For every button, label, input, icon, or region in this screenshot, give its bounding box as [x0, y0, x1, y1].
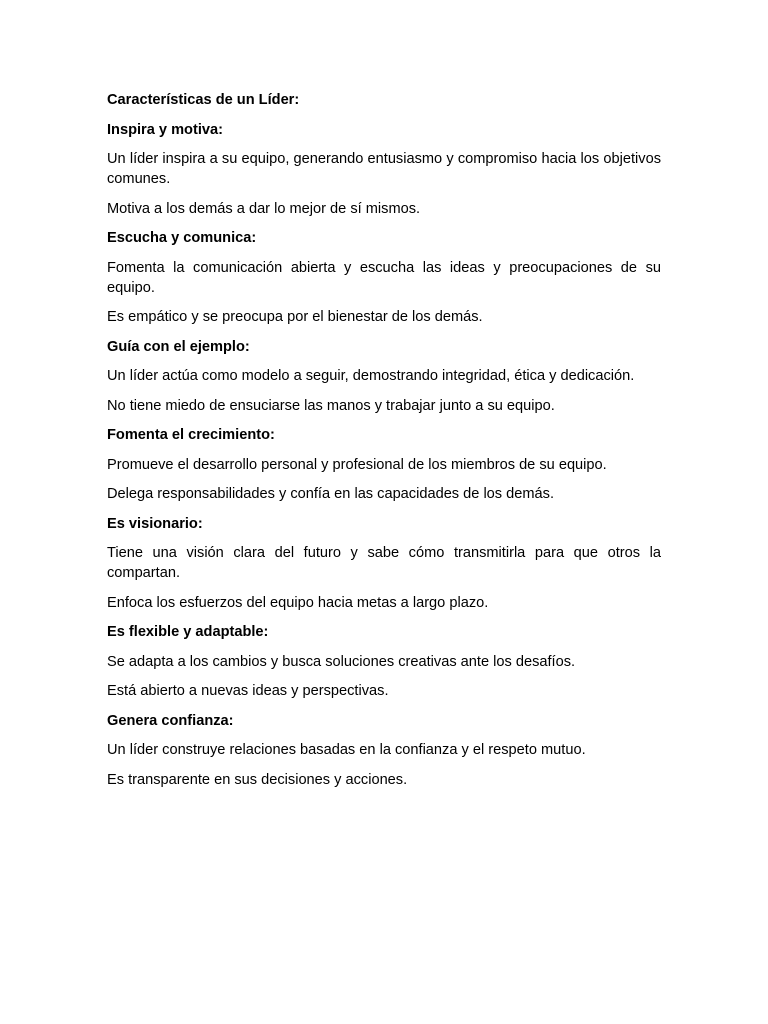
paragraph: Motiva a los demás a dar lo mejor de sí mismos. — [107, 200, 421, 217]
section-flexible — [107, 622, 661, 701]
paragraph: Enfoca los esfuerzos del equipo hacia metas a largo plazo. — [107, 594, 489, 611]
paragraph: Es empático y se preocupa por el bienestar de los demás. — [107, 309, 483, 325]
section-visionario — [107, 514, 661, 613]
section-inspira — [107, 120, 661, 219]
section-guia — [107, 337, 661, 416]
document-page — [107, 90, 661, 799]
section-heading: Fomenta el crecimiento: — [107, 427, 275, 443]
paragraph: Delega responsabilidades y confía en las capacidades de los demás. — [107, 486, 555, 502]
paragraph: No tiene miedo de ensuciarse las manos y trabajar junto a su equipo. — [107, 397, 555, 414]
section-heading: Guía con el ejemplo: — [107, 338, 250, 355]
paragraph: Un líder actúa como modelo a seguir, demostrando integridad, ética y dedicación. — [107, 368, 635, 384]
paragraph: Promueve el desarrollo personal y profesional de los miembros de su equipo. — [107, 456, 607, 473]
section-heading: Escucha y comunica: — [107, 230, 257, 246]
section-escucha — [107, 228, 661, 327]
section-heading: Es visionario: — [107, 515, 203, 532]
section-confianza — [107, 711, 661, 790]
section-crecimiento — [107, 425, 661, 504]
paragraph: Un líder inspira a su equipo, generando entusiasmo y compromiso hacia los objetivos comunes. — [107, 151, 661, 187]
document-title: Características de un Líder: — [107, 92, 300, 108]
section-heading: Genera confianza: — [107, 712, 234, 729]
section-heading: Es flexible y adaptable: — [107, 624, 269, 640]
paragraph: Un líder construye relaciones basadas en la confianza y el respeto mutuo. — [107, 742, 586, 758]
section-heading: Inspira y motiva: — [107, 121, 223, 138]
paragraph: Tiene una visión clara del futuro y sabe cómo transmitirla para que otros la compartan. — [107, 545, 661, 581]
paragraph: Es transparente en sus decisiones y acciones. — [107, 771, 408, 788]
paragraph: Fomenta la comunicación abierta y escucha las ideas y preocupaciones de su equipo. — [107, 259, 661, 296]
paragraph: Está abierto a nuevas ideas y perspectivas. — [107, 683, 389, 699]
paragraph: Se adapta a los cambios y busca soluciones creativas ante los desafíos. — [107, 653, 576, 670]
